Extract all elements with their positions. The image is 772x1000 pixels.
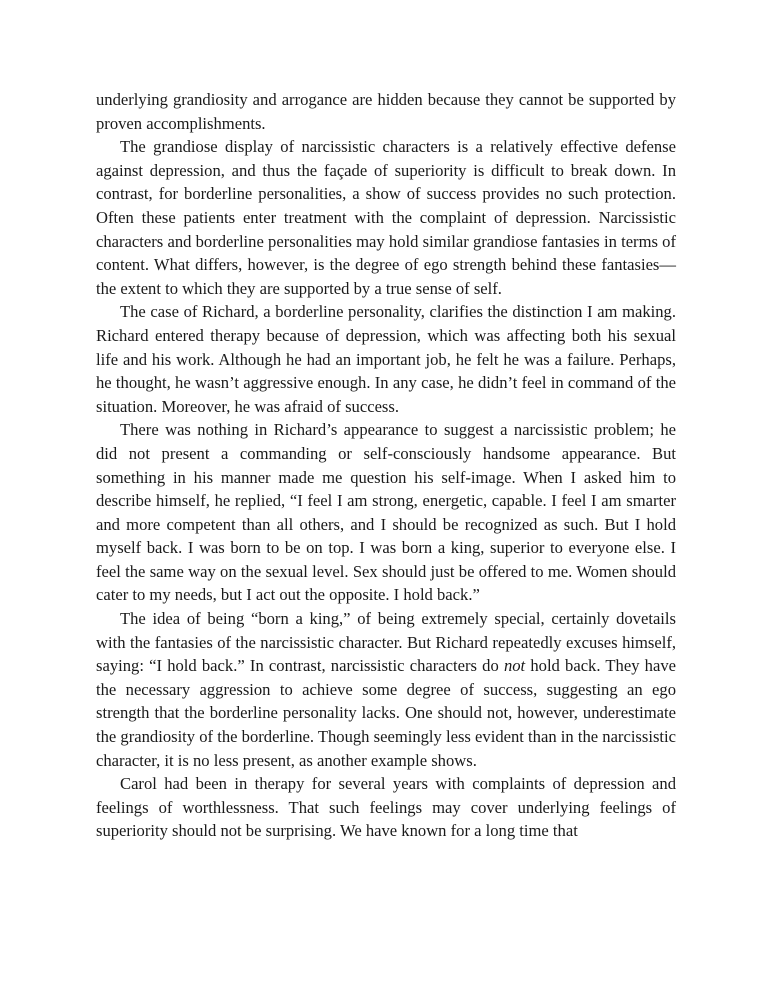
paragraph-case-of-richard: The case of Richard, a borderline personality, clarifies the distinction I am making. Richard entered therapy because of depression, which was affecting both his sexual life and his work. Although he had an important job, he felt he was a failure. Perhaps, he thought, he wasn’t aggressive enough. In any case, he didn’t feel in command of the situation. Moreover, he was afraid of success. <box>96 302 676 416</box>
paragraph-grandiose-display: The grandiose display of narcissistic characters is a relatively effective defense against depression, and thus the façade of superiority is difficult to break down. In contrast, for borderline personalities, a show of success provides no such protection. Often these patients enter treatment with the complaint of depression. Narcissistic characters and borderline personalities may hold similar grandiose fantasies in terms of content. What differs, however, is the degree of ego strength behind these fantasies—the extent to which they are supported by a true sense of self. <box>96 137 676 298</box>
paragraph-text: hold back. They have the necessary aggression to achieve some degree of success, suggesting an ego strength that the borderline personality lacks. One should not, however, underestimate the grandiosity of the borderline. Though seemingly less evident than in the narcissistic character, it is no less present, as another example shows. <box>96 656 677 770</box>
paragraph-carol: Carol had been in therapy for several years with complaints of depression and feelings of worthlessness. That such feelings may cover underlying feelings of superiority should not be surprising. We have known for a long time that <box>96 774 676 841</box>
emphasis-text: not <box>503 656 526 676</box>
paragraph-richard-appearance: There was nothing in Richard’s appearance to suggest a narcissistic problem; he did not present a commanding or self-consciously handsome appearance. But something in his manner made me question his self-image. When I asked him to describe himself, he replied, “I feel I am strong, energetic, capable. I feel I am smarter and more competent than all others, and I should be recognized as such. But I hold myself back. I was born to be on top. I was born a king, superior to everyone else. I feel the same way on the sexual level. Sex should just be offered to me. Women should cater to my needs, but I act out the opposite. I hold back.” <box>96 420 676 605</box>
document-page <box>96 88 676 843</box>
paragraph-text: The idea of being “born a king,” of being extremely special, certainly dovetails with the fantasies of the narcissistic character. But Richard repeatedly excuses himself, saying: “I hold back.” In contrast, narcissistic characters do <box>96 609 676 676</box>
paragraph-continuation: underlying grandiosity and arrogance are hidden because they cannot be supported by proven accomplishments. <box>96 90 676 133</box>
paragraph-born-a-king <box>96 607 676 772</box>
